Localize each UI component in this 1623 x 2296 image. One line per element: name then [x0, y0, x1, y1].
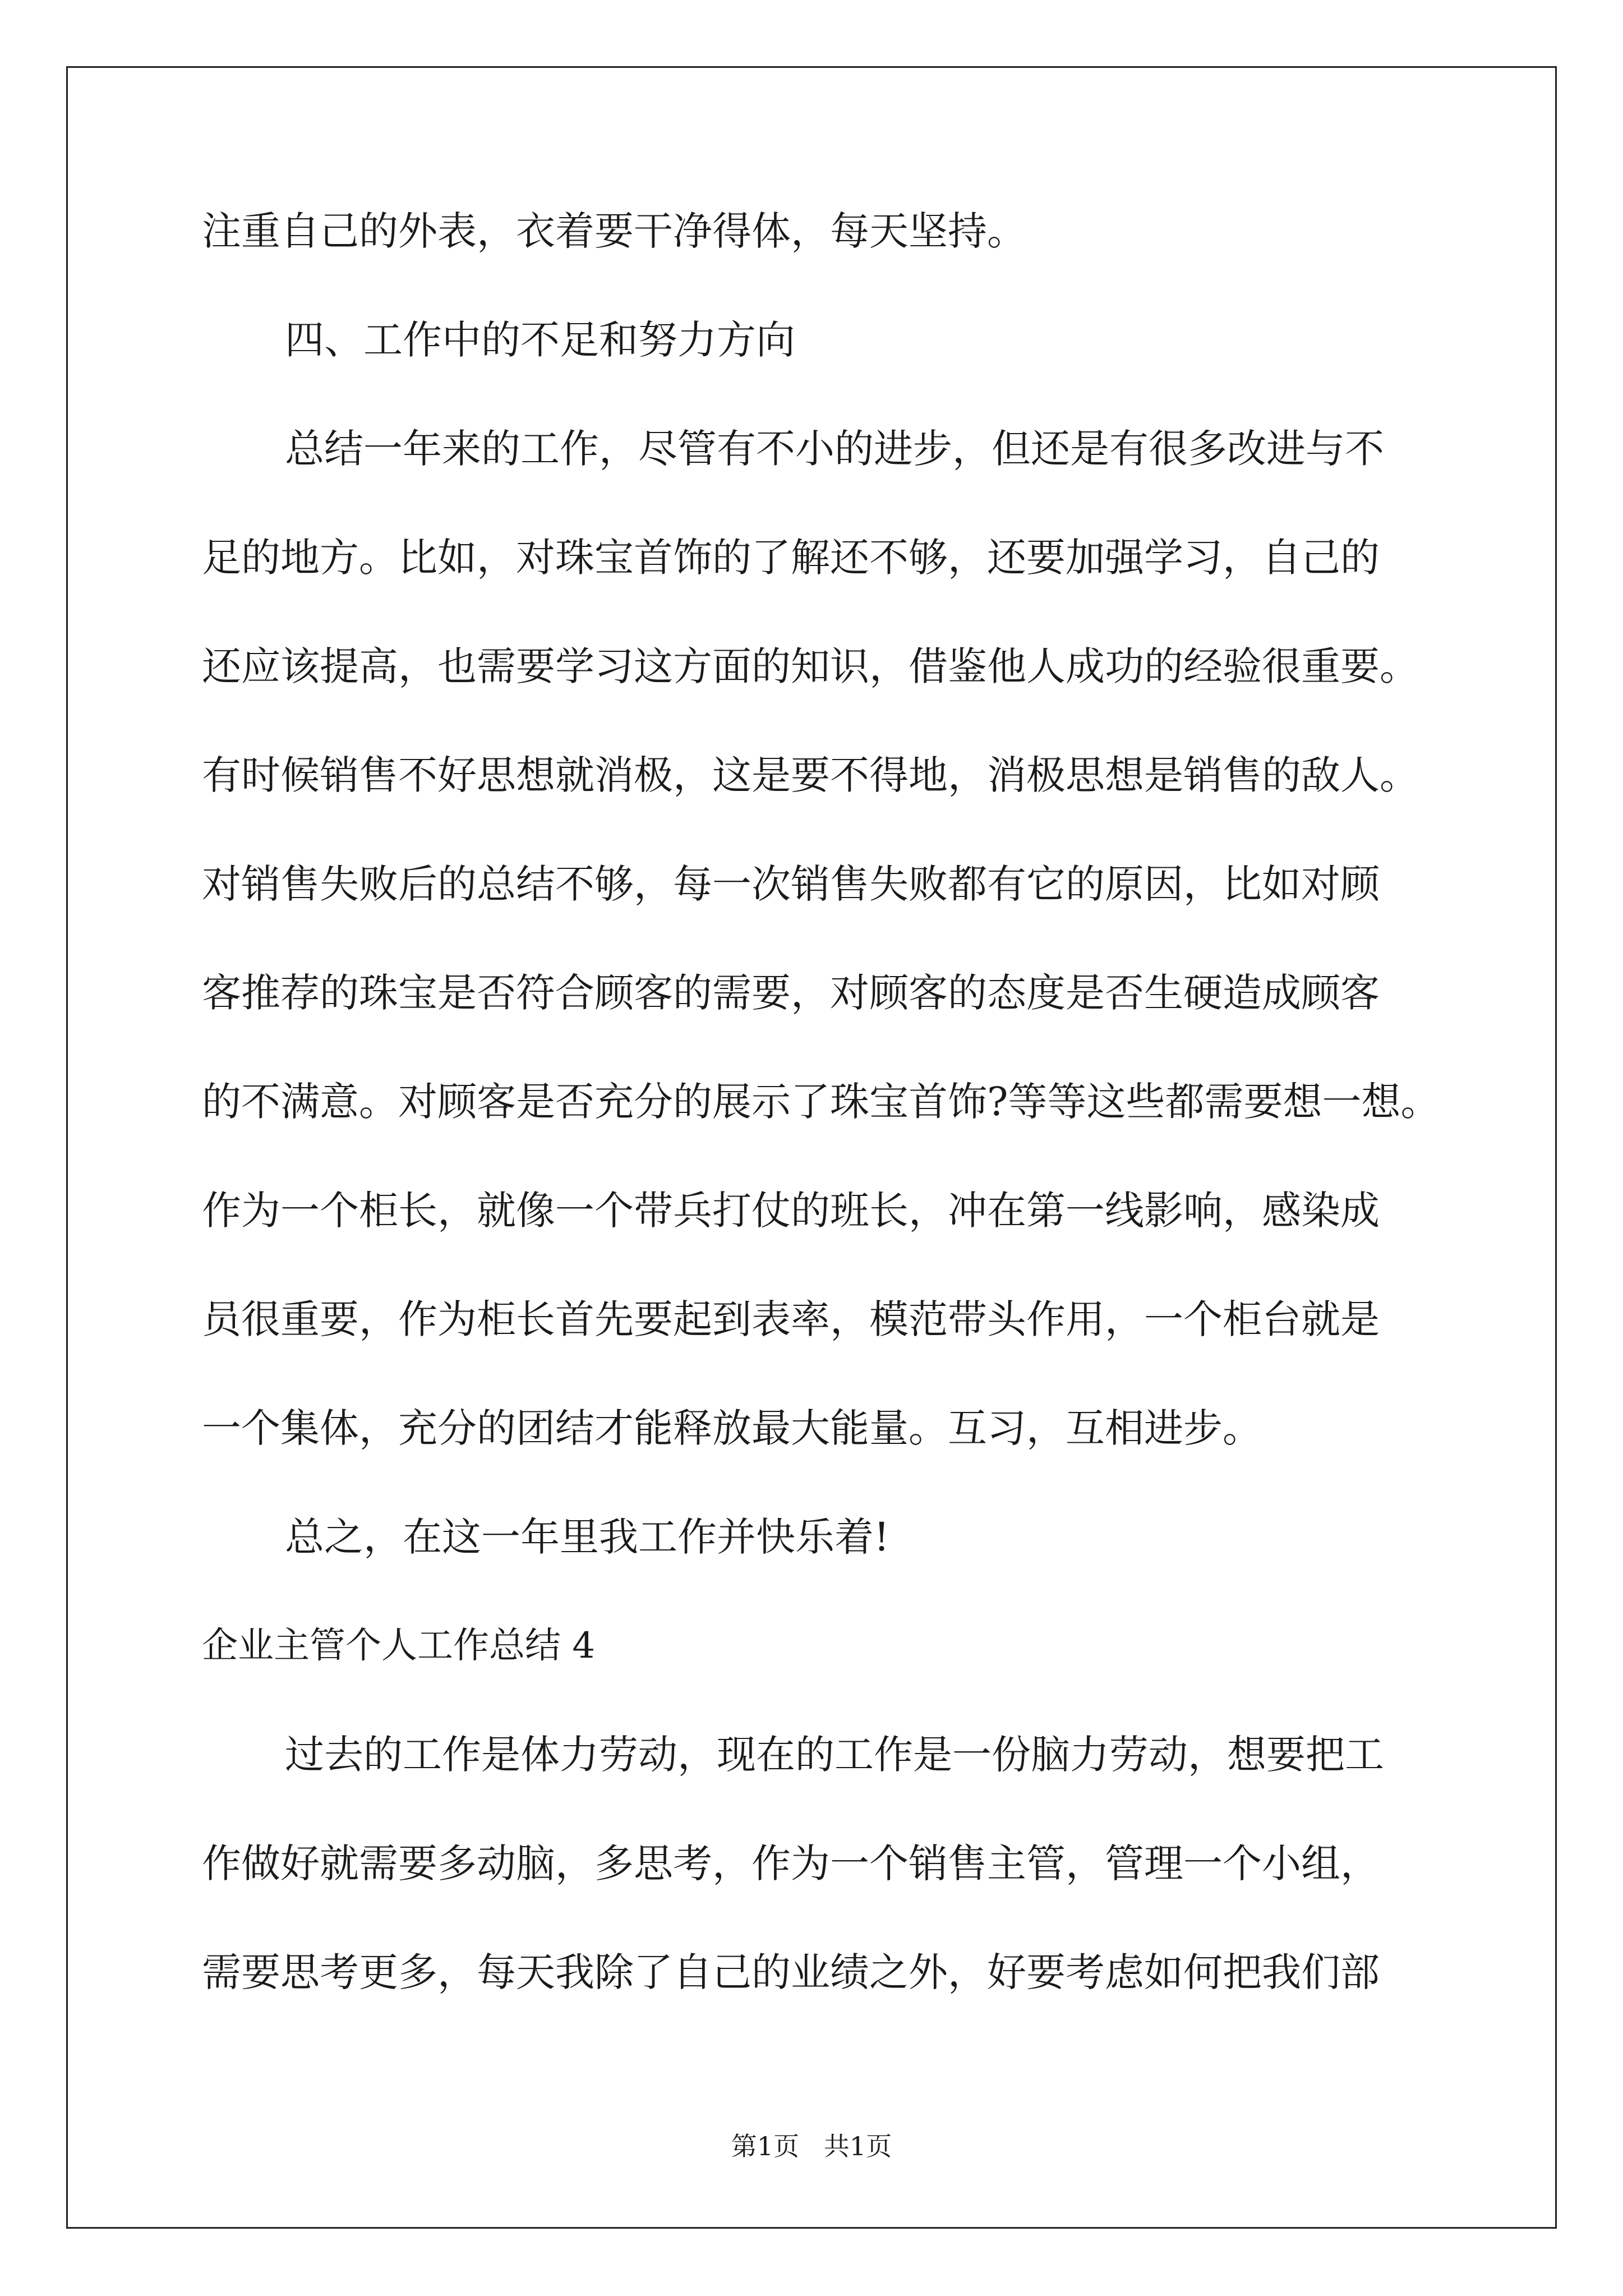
section-heading-4: 四、工作中的不足和努力方向 [285, 317, 795, 363]
text-line-5: 还应该提高，也需要学习这方面的知识，借鉴他人成功的经验很重要。 [202, 643, 1419, 689]
text-line-6: 有时候销售不好思想就消极，这是要不得地，消极思想是销售的敌人。 [202, 752, 1419, 798]
text-line-17: 需要思考更多，每天我除了自己的业绩之外，好要考虑如何把我们部 [202, 1949, 1380, 1995]
text-line-4: 足的地方。比如，对珠宝首饰的了解还不够，还要加强学习，自己的 [202, 535, 1380, 581]
text-line-16: 作做好就需要多动脑，多思考，作为一个销售主管，管理一个小组， [202, 1841, 1380, 1887]
text-line-8: 客推荐的珠宝是否符合顾客的需要，对顾客的态度是否生硬造成顾客 [202, 970, 1380, 1016]
text-line-9: 的不满意。对顾客是否充分的展示了珠宝首饰?等等这些都需要想一想。 [202, 1079, 1440, 1125]
text-line-12: 一个集体，充分的团结才能释放最大能量。互习，互相进步。 [202, 1405, 1262, 1451]
section-title: 企业主管个人工作总结 4 [202, 1625, 596, 1667]
page-footer: 第1页 共1页 [731, 2131, 892, 2161]
text-line-11: 员很重要，作为柜长首先要起到表率，模范带头作用，一个柜台就是 [202, 1296, 1380, 1342]
text-line-3: 总结一年来的工作，尽管有不小的进步，但还是有很多改进与不 [285, 426, 1384, 472]
text-line-10: 作为一个柜长，就像一个带兵打仗的班长，冲在第一线影响，感染成 [202, 1188, 1380, 1234]
text-line-7: 对销售失败后的总结不够，每一次销售失败都有它的原因，比如对顾 [202, 861, 1380, 907]
text-line-15: 过去的工作是体力劳动，现在的工作是一份脑力劳动，想要把工 [285, 1732, 1384, 1778]
page-border [66, 66, 1557, 2229]
text-line-1: 注重自己的外表，衣着要干净得体，每天坚持。 [202, 208, 1026, 254]
text-line-13: 总之，在这一年里我工作并快乐着! [285, 1514, 890, 1560]
